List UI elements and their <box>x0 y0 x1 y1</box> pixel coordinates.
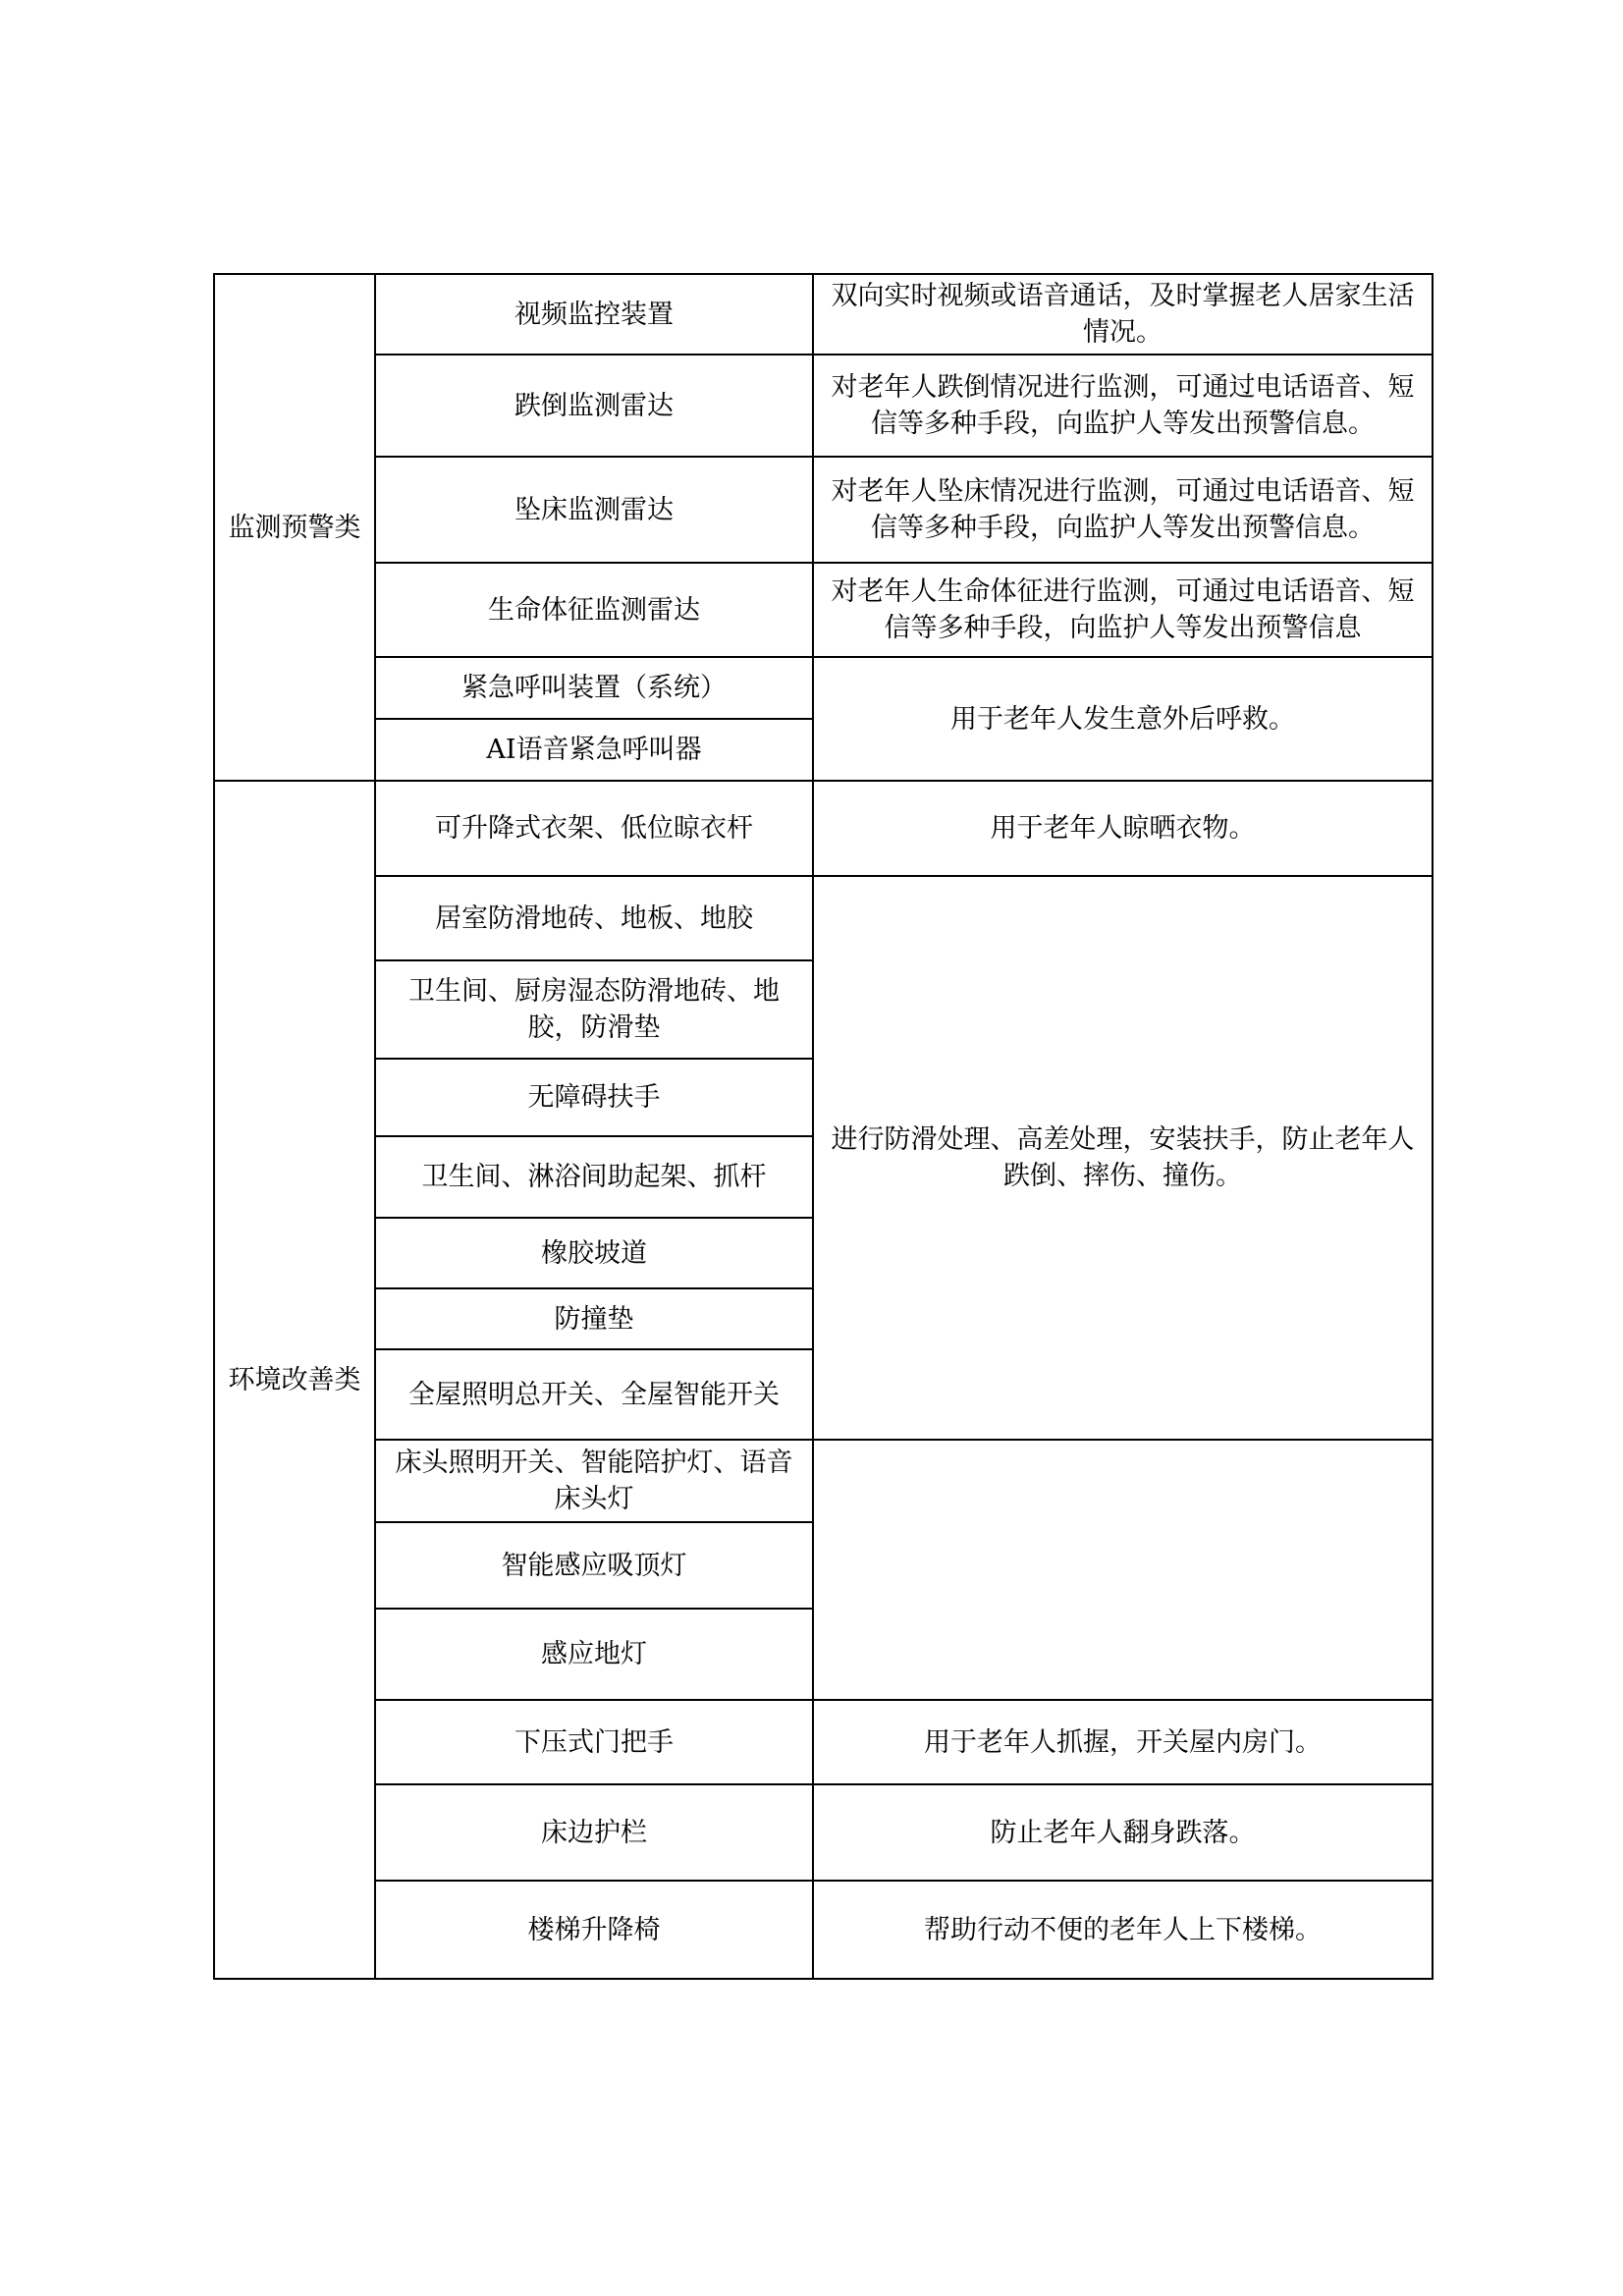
description-text: 对老年人跌倒情况进行监测，可通过电话语音、短信等多种手段，向监护人等发出预警信息。 <box>831 372 1415 439</box>
description-cell: 用于老年人抓握，开关屋内房门。 <box>813 1700 1433 1784</box>
description-cell <box>813 274 1433 355</box>
table-row <box>214 563 1433 657</box>
item-cell: 橡胶坡道 <box>375 1218 813 1288</box>
item-cell: 床头照明开关、智能陪护灯、语音床头灯 <box>375 1440 813 1522</box>
table-row <box>214 1609 1433 1700</box>
table-row <box>214 657 1433 719</box>
item-cell: 卫生间、厨房湿态防滑地砖、地胶，防滑垫 <box>375 960 813 1059</box>
category-cell: 环境改善类 <box>214 781 375 1979</box>
item-cell: 下压式门把手 <box>375 1700 813 1784</box>
item-cell: 跌倒监测雷达 <box>375 355 813 457</box>
item-cell: 视频监控装置 <box>375 274 813 355</box>
item-cell: 床边护栏 <box>375 1784 813 1881</box>
category-cell: 监测预警类 <box>214 274 375 781</box>
description-cell <box>813 563 1433 657</box>
description-cell: 防止老年人翻身跌落。 <box>813 1784 1433 1881</box>
table-row <box>214 1700 1433 1784</box>
item-cell: 楼梯升降椅 <box>375 1881 813 1979</box>
description-text: 对老年人生命体征进行监测，可通过电话语音、短信等多种手段，向监护人等发出预警信息 <box>831 576 1415 643</box>
table-row <box>214 457 1433 563</box>
table-row <box>214 274 1433 355</box>
description-cell: 进行防滑处理、高差处理，安装扶手，防止老年人跌倒、摔伤、撞伤。 <box>813 876 1433 1440</box>
item-cell: 无障碍扶手 <box>375 1059 813 1136</box>
item-cell: 卫生间、淋浴间助起架、抓杆 <box>375 1136 813 1218</box>
item-cell: 紧急呼叫装置（系统） <box>375 657 813 719</box>
item-cell: 可升降式衣架、低位晾衣杆 <box>375 781 813 876</box>
description-cell <box>813 355 1433 457</box>
description-cell: 用于老年人晾晒衣物。 <box>813 781 1433 876</box>
table-row <box>214 1784 1433 1881</box>
item-cell: 生命体征监测雷达 <box>375 563 813 657</box>
description-text: 对老年人坠床情况进行监测，可通过电话语音、短信等多种手段，向监护人等发出预警信息。 <box>831 476 1415 543</box>
table-row <box>214 1522 1433 1609</box>
description-cell: 帮助行动不便的老年人上下楼梯。 <box>813 1881 1433 1979</box>
equipment-table <box>213 273 1434 1980</box>
item-cell: AI语音紧急呼叫器 <box>375 719 813 781</box>
table-row <box>214 1881 1433 1979</box>
item-cell: 智能感应吸顶灯 <box>375 1522 813 1609</box>
description-cell: 用于老年人发生意外后呼救。 <box>813 657 1433 781</box>
table-row <box>214 1440 1433 1522</box>
item-cell: 全屋照明总开关、全屋智能开关 <box>375 1349 813 1440</box>
item-cell: 坠床监测雷达 <box>375 457 813 563</box>
description-text: 双向实时视频或语音通话，及时掌握老人居家生活情况。 <box>831 281 1415 348</box>
table-row <box>214 355 1433 457</box>
description-cell <box>813 457 1433 563</box>
table-row <box>214 876 1433 960</box>
item-cell: 防撞垫 <box>375 1288 813 1349</box>
item-cell: 感应地灯 <box>375 1609 813 1700</box>
item-cell: 居室防滑地砖、地板、地胶 <box>375 876 813 960</box>
table-row <box>214 781 1433 876</box>
